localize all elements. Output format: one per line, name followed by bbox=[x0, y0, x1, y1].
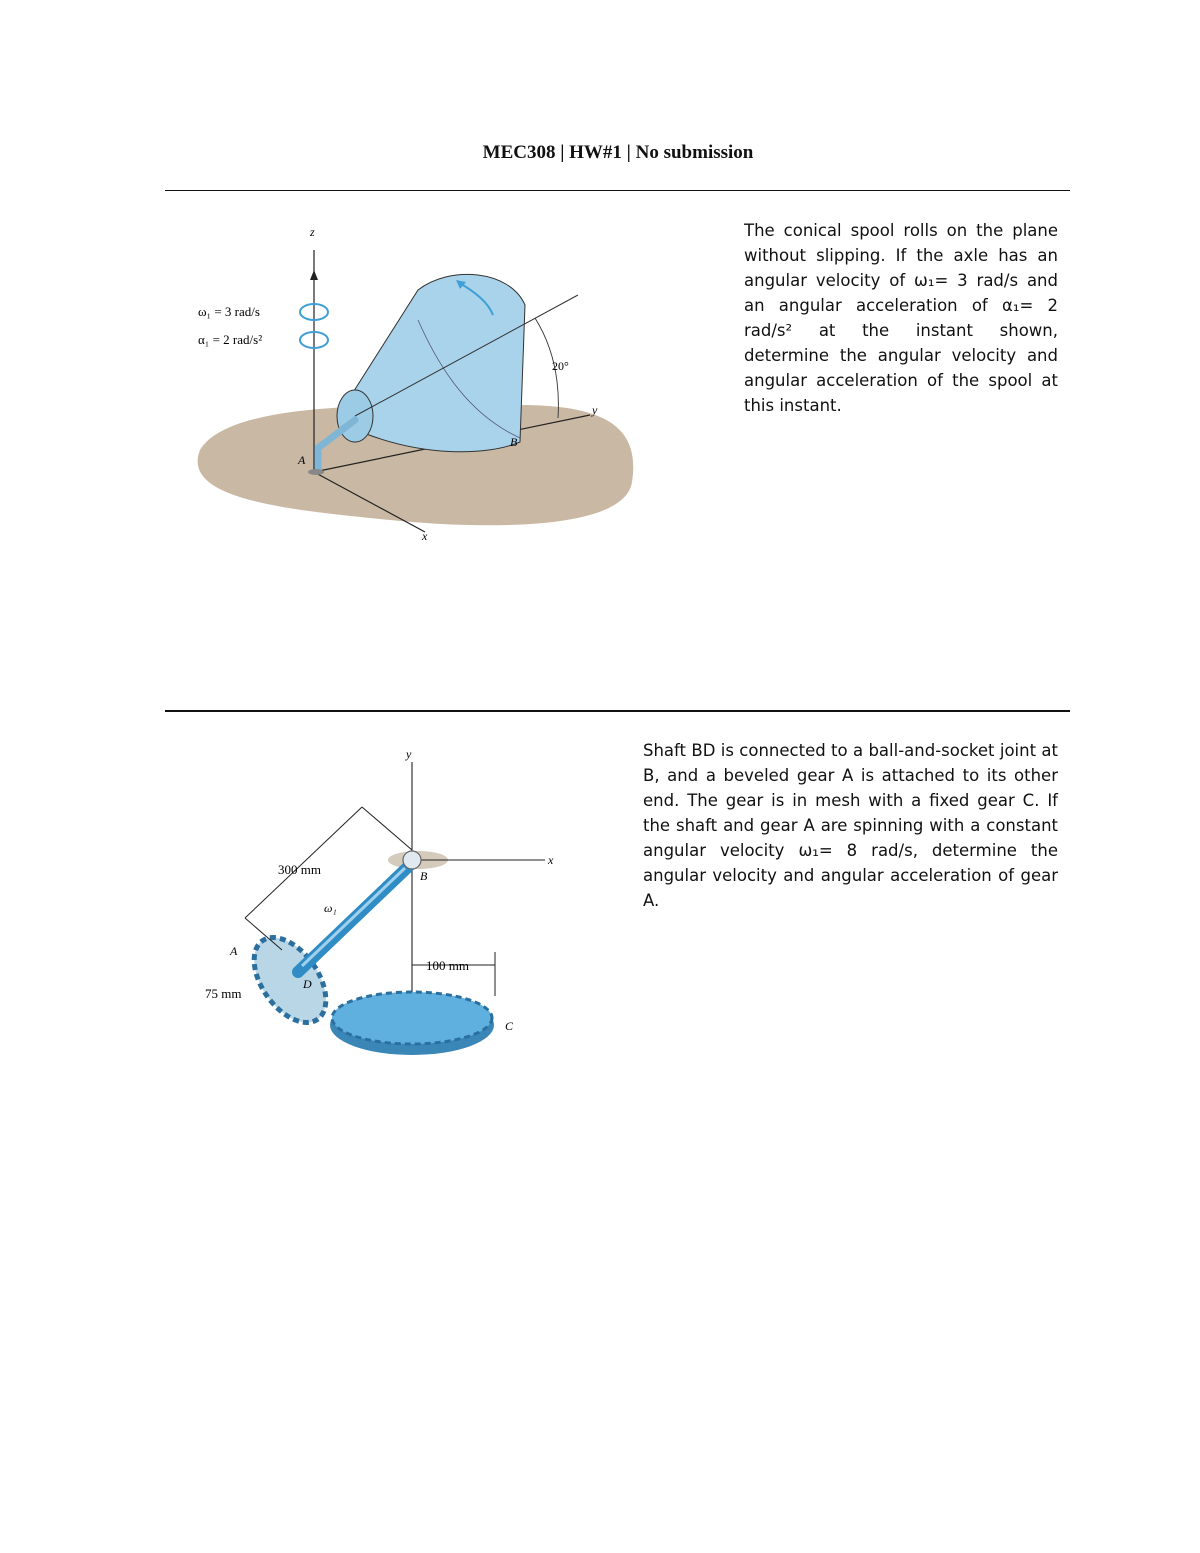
figure-beveled-gears bbox=[190, 740, 590, 1080]
pivot bbox=[308, 469, 324, 475]
page-title: MEC308 | HW#1 | No submission bbox=[482, 142, 754, 163]
shaft-highlight bbox=[302, 868, 405, 966]
figure-conical-spool bbox=[190, 220, 650, 560]
problem2-text: Shaft BD is connected to a ball-and-socket joint at B, and a beveled gear A is attached to its other end. The gear is in mesh with a fixed gear C. If the shaft and gear A are spinning with a constant angular velocity ω₁= 8 rad/s, determine the angular velocity and angular acceleration of gear A. bbox=[643, 741, 1058, 910]
angle-label: 20° bbox=[552, 359, 569, 373]
axis-y-label: y bbox=[406, 747, 412, 761]
omega-label: ω₁ = 3 rad/s bbox=[198, 304, 260, 319]
axis-x-label: x bbox=[548, 853, 554, 867]
alpha-label: α₁ = 2 rad/s² bbox=[198, 332, 263, 347]
dim-75-label: 75 mm bbox=[205, 986, 242, 1001]
z-axis-arrowhead bbox=[310, 270, 318, 280]
axis-y-label: y bbox=[592, 403, 598, 417]
axis-x-label: x bbox=[422, 529, 428, 543]
divider-top bbox=[165, 190, 1070, 191]
axis-z-label: z bbox=[310, 225, 315, 239]
gear-c bbox=[332, 992, 492, 1044]
ball-socket-joint bbox=[403, 851, 421, 869]
point-b-label: B bbox=[510, 435, 518, 449]
divider-middle bbox=[165, 710, 1070, 712]
problem1-text: The conical spool rolls on the plane without slipping. If the axle has an angular velocity of ω₁= 3 rad/s and an angular acceleration of α₁= 2 rad/s² at the instant shown, determine the angular velocity and angular acceleration of the spool at this instant. bbox=[744, 221, 1058, 415]
point-d-label: D bbox=[303, 977, 312, 991]
point-c-label: C bbox=[505, 1019, 514, 1033]
point-b-label: B bbox=[420, 869, 428, 883]
point-a-label: A bbox=[230, 944, 238, 958]
point-a-label: A bbox=[298, 453, 306, 467]
dim-100-label: 100 mm bbox=[426, 958, 469, 973]
omega-label: ω₁ bbox=[324, 901, 337, 915]
dim-300-ext1 bbox=[362, 807, 412, 850]
dim-300-label: 300 mm bbox=[278, 862, 321, 877]
